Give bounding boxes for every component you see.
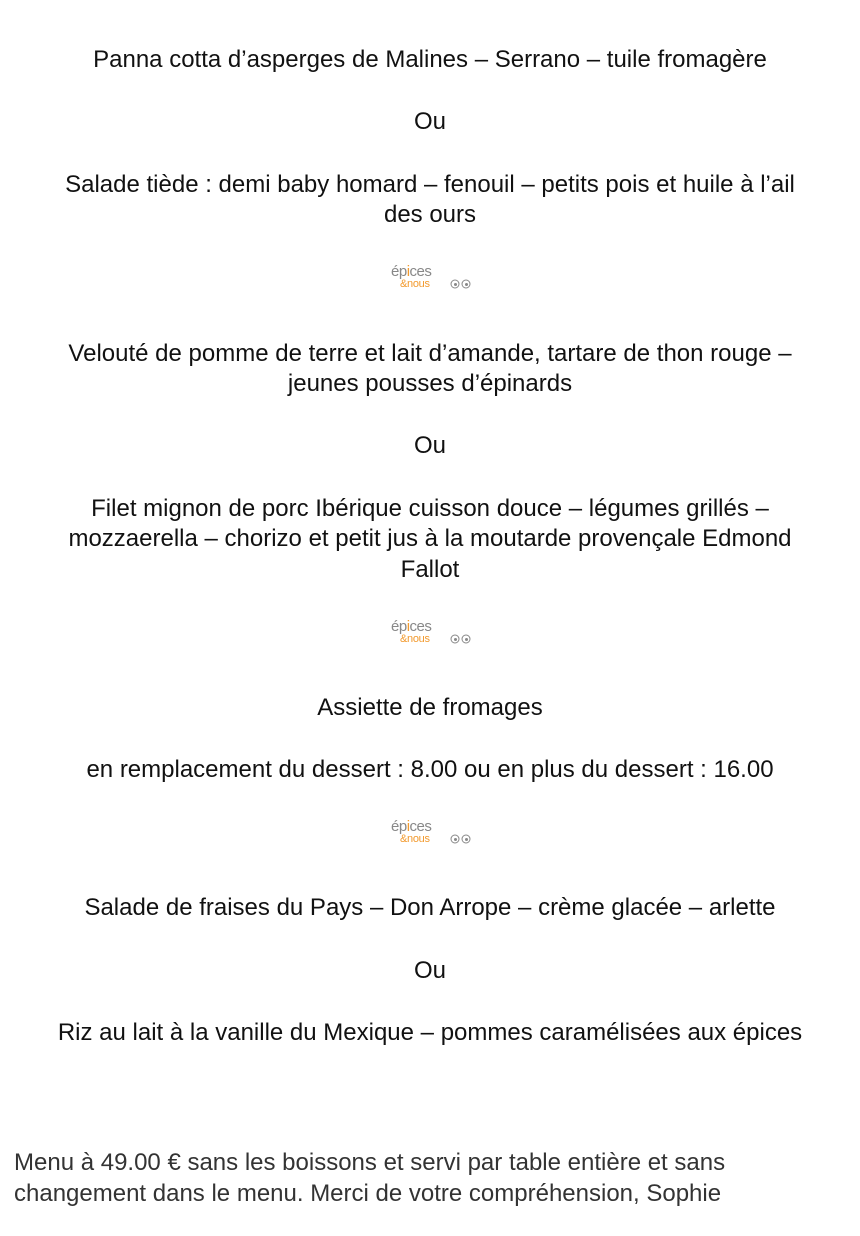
menu-footer-note [14, 1147, 844, 1209]
logo-word-nous: &nous [400, 633, 430, 645]
eyes-icon [450, 279, 472, 289]
epices-et-nous-logo [391, 264, 473, 298]
eyes-icon [450, 634, 472, 644]
dessert-2: Riz au lait à la vanille du Mexique – pommes caramélisées aux épices [57, 1019, 803, 1046]
main-2-line-3: Fallot [400, 556, 460, 583]
logo-word-nous: &nous [400, 278, 430, 290]
dessert-1: Salade de fraises du Pays – Don Arrope – crème glacée – arlette [84, 894, 776, 921]
or-separator-1: Ou [413, 108, 446, 135]
footer-line-1: Menu à 49.00 € sans les boissons et servi par table entière et sans [14, 1149, 726, 1176]
logo-word-epices: épices [391, 263, 432, 280]
main-1-line-2: jeunes pousses d’épinards [287, 370, 573, 397]
starter-1: Panna cotta d’asperges de Malines – Serrano – tuile fromagère [93, 46, 767, 73]
logo-word-nous: &nous [400, 833, 430, 845]
footer-line-2: changement dans le menu. Merci de votre compréhension, Sophie [14, 1180, 722, 1207]
logo-word-epices: épices [391, 818, 432, 835]
eyes-icon [450, 834, 472, 844]
logo-word-epices: épices [391, 618, 432, 635]
starter-2-line-1: Salade tiède : demi baby homard – fenouil – petits pois et huile à l’ail [65, 171, 795, 198]
main-1-line-1: Velouté de pomme de terre et lait d’amande, tartare de thon rouge – [68, 340, 792, 367]
cheese-price: en remplacement du dessert : 8.00 ou en plus du dessert : 16.00 [86, 756, 774, 783]
starter-2-line-2: des ours [383, 201, 477, 228]
epices-et-nous-logo [391, 619, 473, 653]
main-2-line-2: mozzaerella – chorizo et petit jus à la moutarde provençale Edmond [68, 525, 792, 552]
main-2-line-1: Filet mignon de porc Ibérique cuisson douce – légumes grillés – [91, 495, 769, 522]
or-separator-3: Ou [413, 957, 446, 984]
epices-et-nous-logo [391, 819, 473, 853]
cheese-title: Assiette de fromages [317, 694, 543, 721]
or-separator-2: Ou [413, 432, 446, 459]
